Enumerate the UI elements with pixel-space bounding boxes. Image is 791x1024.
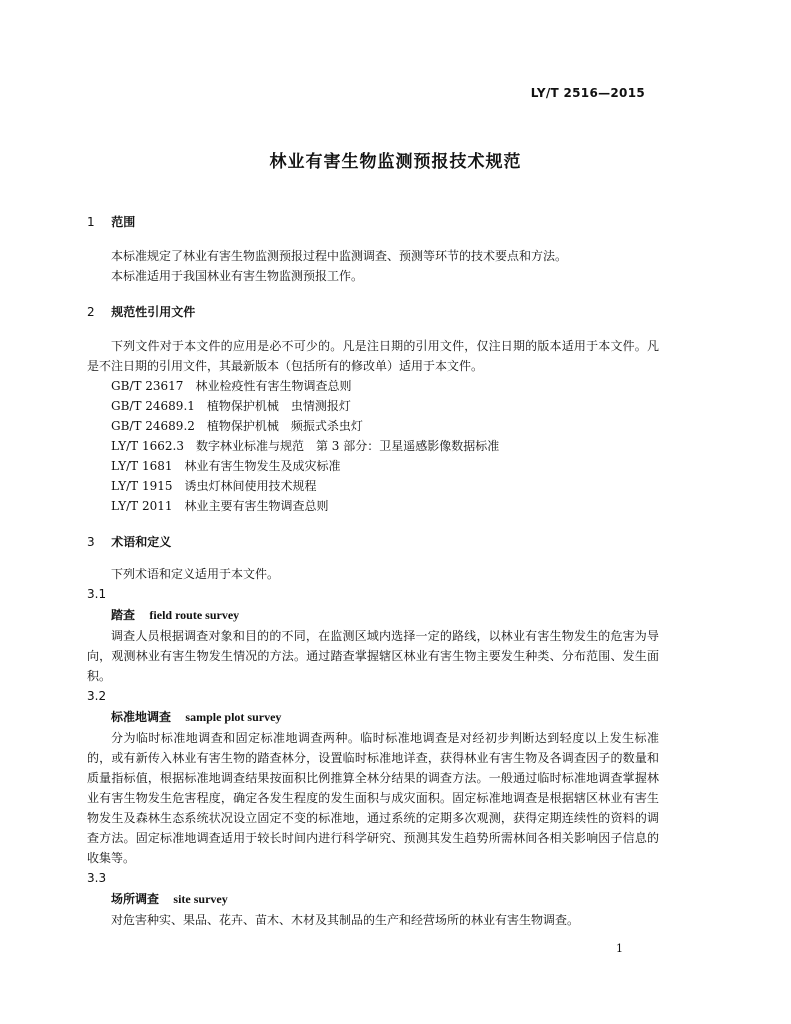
section-number: 1	[87, 215, 95, 229]
paragraph: 下列术语和定义适用于本文件。	[111, 567, 280, 581]
term-heading	[87, 888, 659, 910]
paragraph: 下列文件对于本文件的应用是必不可少的。凡是注日期的引用文件，仅注日期的版本适用于本文件。凡是不注日期的引用文件，其最新版本（包括所有的修改单）适用于本文件。	[87, 339, 659, 373]
section-number: 2	[87, 305, 95, 319]
section-heading-scope	[87, 212, 659, 232]
term-zh: 场所调查	[111, 892, 160, 906]
section-title: 术语和定义	[111, 535, 172, 549]
reference-item: LY/T 1662.3 数字林业标准与规范 第 3 部分：卫星遥感影像数据标准	[111, 439, 500, 453]
document-body	[87, 212, 659, 930]
reference-item: GB/T 23617 林业检疫性有害生物调查总则	[111, 379, 352, 393]
document-title: 林业有害生物监测预报技术规范	[269, 152, 522, 172]
paragraph: 本标准规定了林业有害生物监测预报过程中监测调查、预测等环节的技术要点和方法。	[111, 249, 568, 263]
term-en: sample plot survey	[185, 710, 282, 724]
section-number: 3	[87, 535, 95, 549]
term-definition: 对危害种实、果品、花卉、苗木、木材及其制品的生产和经营场所的林业有害生物调查。	[111, 913, 580, 927]
reference-item: GB/T 24689.1 植物保护机械 虫情测报灯	[111, 399, 351, 413]
paragraph: 本标准适用于我国林业有害生物监测预报工作。	[111, 269, 364, 283]
term-definition: 分为临时标准地调查和固定标准地调查两种。临时标准地调查是对经初步判断达到轻度以上发生标准的，或有新传入林业有害生物的踏查林分，设置临时标准地详查，获得林业有害生物及各调查因子的数量和质量指标值，根据标准地调查结果按面积比例推算全林分结果的调查方法。一般通过临时标准地调查掌握林业有害生物发生危害程度，确定各发生程度的发生面积与成灾面积。固定标准地调查是根据辖区林业有害生物发生及森林生态系统状况设立固定不变的标准地，通过系统的定期多次观测，获得定期连续性的资料的调查方法。固定标准地调查适用于较长时间内进行科学研究、预测其发生趋势所需林间各相关影响因子信息的收集等。	[87, 731, 659, 865]
term-number: 3.3	[87, 871, 107, 885]
term-number: 3.1	[87, 587, 107, 601]
section-heading-normative-references	[87, 302, 659, 322]
term-zh: 标准地调查	[111, 710, 172, 724]
term-en: field route survey	[149, 608, 240, 622]
term-heading	[87, 604, 659, 626]
section-title: 规范性引用文件	[111, 305, 196, 319]
standard-code: LY/T 2516—2015	[530, 86, 645, 100]
reference-item: LY/T 1681 林业有害生物发生及成灾标准	[111, 459, 341, 473]
term-number: 3.2	[87, 689, 107, 703]
term-heading	[87, 706, 659, 728]
section-heading-terms-and-definitions	[87, 532, 659, 552]
section-title: 范围	[111, 215, 136, 229]
term-zh: 踏查	[111, 608, 136, 622]
reference-item: LY/T 1915 诱虫灯林间使用技术规程	[111, 479, 317, 493]
reference-item: GB/T 24689.2 植物保护机械 频振式杀虫灯	[111, 419, 363, 433]
term-definition: 调查人员根据调查对象和目的的不同，在监测区域内选择一定的路线，以林业有害生物发生的危害为导向，观测林业有害生物发生情况的方法。通过踏查掌握辖区林业有害生物主要发生种类、分布范围、发生面积。	[87, 629, 659, 683]
reference-item: LY/T 2011 林业主要有害生物调查总则	[111, 499, 329, 513]
page-number: 1	[616, 942, 623, 955]
term-en: site survey	[173, 892, 228, 906]
